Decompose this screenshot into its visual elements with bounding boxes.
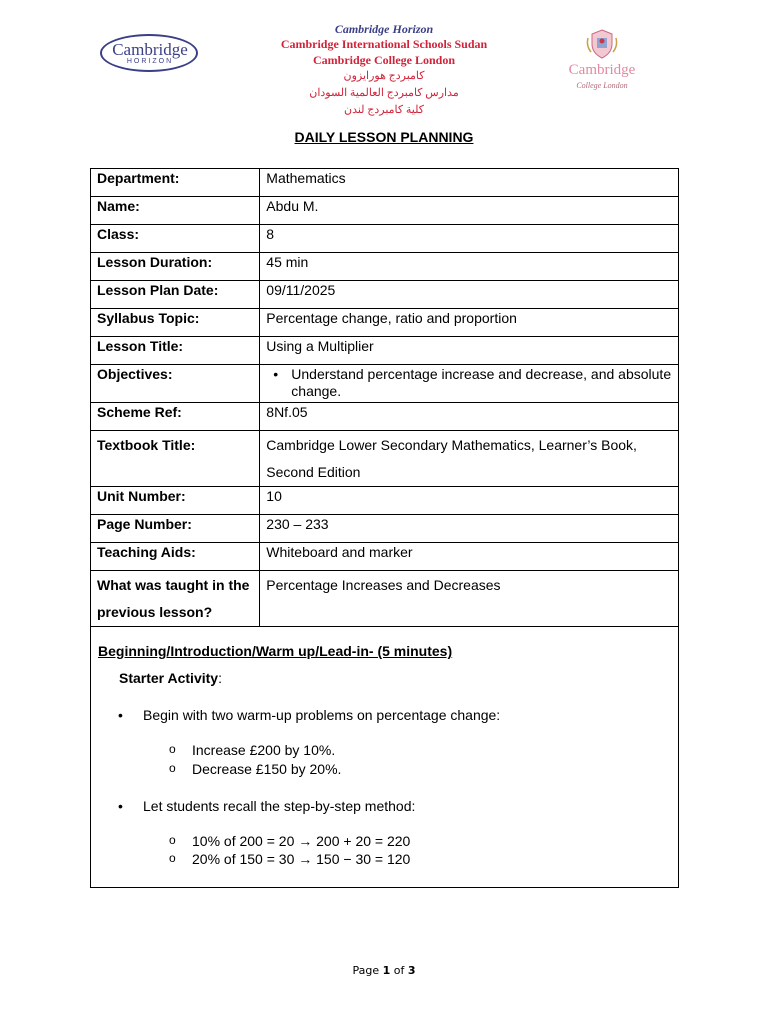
table-row (91, 487, 679, 515)
logo-subword: HORIZON (126, 58, 174, 65)
table-row (91, 281, 679, 309)
row-label: Lesson Plan Date: (91, 281, 260, 309)
sub-item-text: Increase £200 by 10%. (192, 742, 336, 758)
circle-bullet-icon: o (169, 851, 176, 865)
table-row (91, 197, 679, 225)
row-value: Mathematics (260, 169, 679, 197)
school-names (250, 22, 518, 119)
page-number (0, 964, 768, 977)
bullet-icon: • (118, 798, 123, 814)
row-value: 8 (260, 225, 679, 253)
objectives-list (266, 366, 672, 400)
sub-item-text: Decrease £150 by 20%. (192, 761, 342, 777)
sub-item-text: 20% of 150 = 30 → 150 − 30 = 120 (192, 851, 411, 867)
table-row (91, 309, 679, 337)
row-value: 10 (260, 487, 679, 515)
arabic-name-1: كامبردج هورايزون (343, 70, 425, 82)
row-value (260, 365, 679, 403)
letterhead (0, 0, 768, 125)
row-value: 45 min (260, 253, 679, 281)
logo-word: Cambridge (112, 40, 188, 59)
row-label: Lesson Duration: (91, 253, 260, 281)
warm-up-section (90, 615, 679, 888)
page-prefix: Page (352, 964, 383, 977)
row-label: Class: (91, 225, 260, 253)
row-value: 230 – 233 (260, 515, 679, 543)
page-current: 1 (382, 964, 391, 977)
row-value: 09/11/2025 (260, 281, 679, 309)
bullet-text: Begin with two warm-up problems on percentage change: (143, 707, 501, 723)
bullet-icon: • (118, 707, 123, 723)
table-row (91, 253, 679, 281)
section-heading: Beginning/Introduction/Warm up/Lead-in- (5 minutes) (98, 643, 453, 659)
circle-bullet-icon: o (169, 761, 176, 775)
sub-item-text: 10% of 200 = 20 → 200 + 20 = 220 (192, 833, 411, 849)
arabic-name-2: مدارس كامبردج العالمية السودان (309, 87, 459, 99)
starter-colon: : (218, 670, 222, 686)
row-value: Whiteboard and marker (260, 543, 679, 571)
school-name-3: Cambridge College London (312, 53, 455, 67)
logo-subword: College London (576, 81, 628, 90)
row-label: Textbook Title: (91, 431, 260, 487)
row-label: Page Number: (91, 515, 260, 543)
school-name-1: Cambridge Horizon (334, 22, 434, 36)
row-label: Syllabus Topic: (91, 309, 260, 337)
row-value: Percentage Increases and Decreases (260, 571, 679, 627)
table-row (91, 515, 679, 543)
starter-activity (119, 670, 222, 686)
cambridge-college-logo (552, 28, 652, 98)
table-row (91, 543, 679, 571)
page-of: of (390, 964, 408, 977)
row-value: Percentage change, ratio and proportion (260, 309, 679, 337)
row-label: Name: (91, 197, 260, 225)
row-label: What was taught in the previous lesson? (91, 571, 260, 627)
row-value: Cambridge Lower Secondary Mathematics, Learner’s Book, Second Edition (260, 431, 679, 487)
row-label: Unit Number: (91, 487, 260, 515)
crest-icon (585, 28, 619, 60)
objective-item: • Understand percentage increase and decrease, and absolute change. (291, 366, 672, 400)
page-total: 3 (407, 964, 416, 977)
circle-bullet-icon: o (169, 833, 176, 847)
row-label: Department: (91, 169, 260, 197)
row-label: Teaching Aids: (91, 543, 260, 571)
row-value: Abdu M. (260, 197, 679, 225)
lesson-info-table (90, 168, 679, 627)
table-row (91, 169, 679, 197)
row-label: Lesson Title: (91, 337, 260, 365)
row-label: Objectives: (91, 365, 260, 403)
table-row (91, 431, 679, 487)
cambridge-horizon-logo (100, 34, 200, 74)
row-value: 8Nf.05 (260, 403, 679, 431)
arabic-name-3: كلية كامبردج لندن (344, 104, 424, 116)
table-row (91, 365, 679, 403)
table-row (91, 337, 679, 365)
table-row (91, 403, 679, 431)
bullet-text: Let students recall the step-by-step method: (143, 798, 416, 814)
document-title: DAILY LESSON PLANNING (294, 129, 474, 145)
circle-bullet-icon: o (169, 742, 176, 756)
table-row (91, 225, 679, 253)
row-value: Using a Multiplier (260, 337, 679, 365)
row-label: Scheme Ref: (91, 403, 260, 431)
starter-label: Starter Activity (119, 670, 219, 686)
school-name-2: Cambridge International Schools Sudan (280, 37, 488, 51)
logo-word: Cambridge (568, 62, 636, 78)
